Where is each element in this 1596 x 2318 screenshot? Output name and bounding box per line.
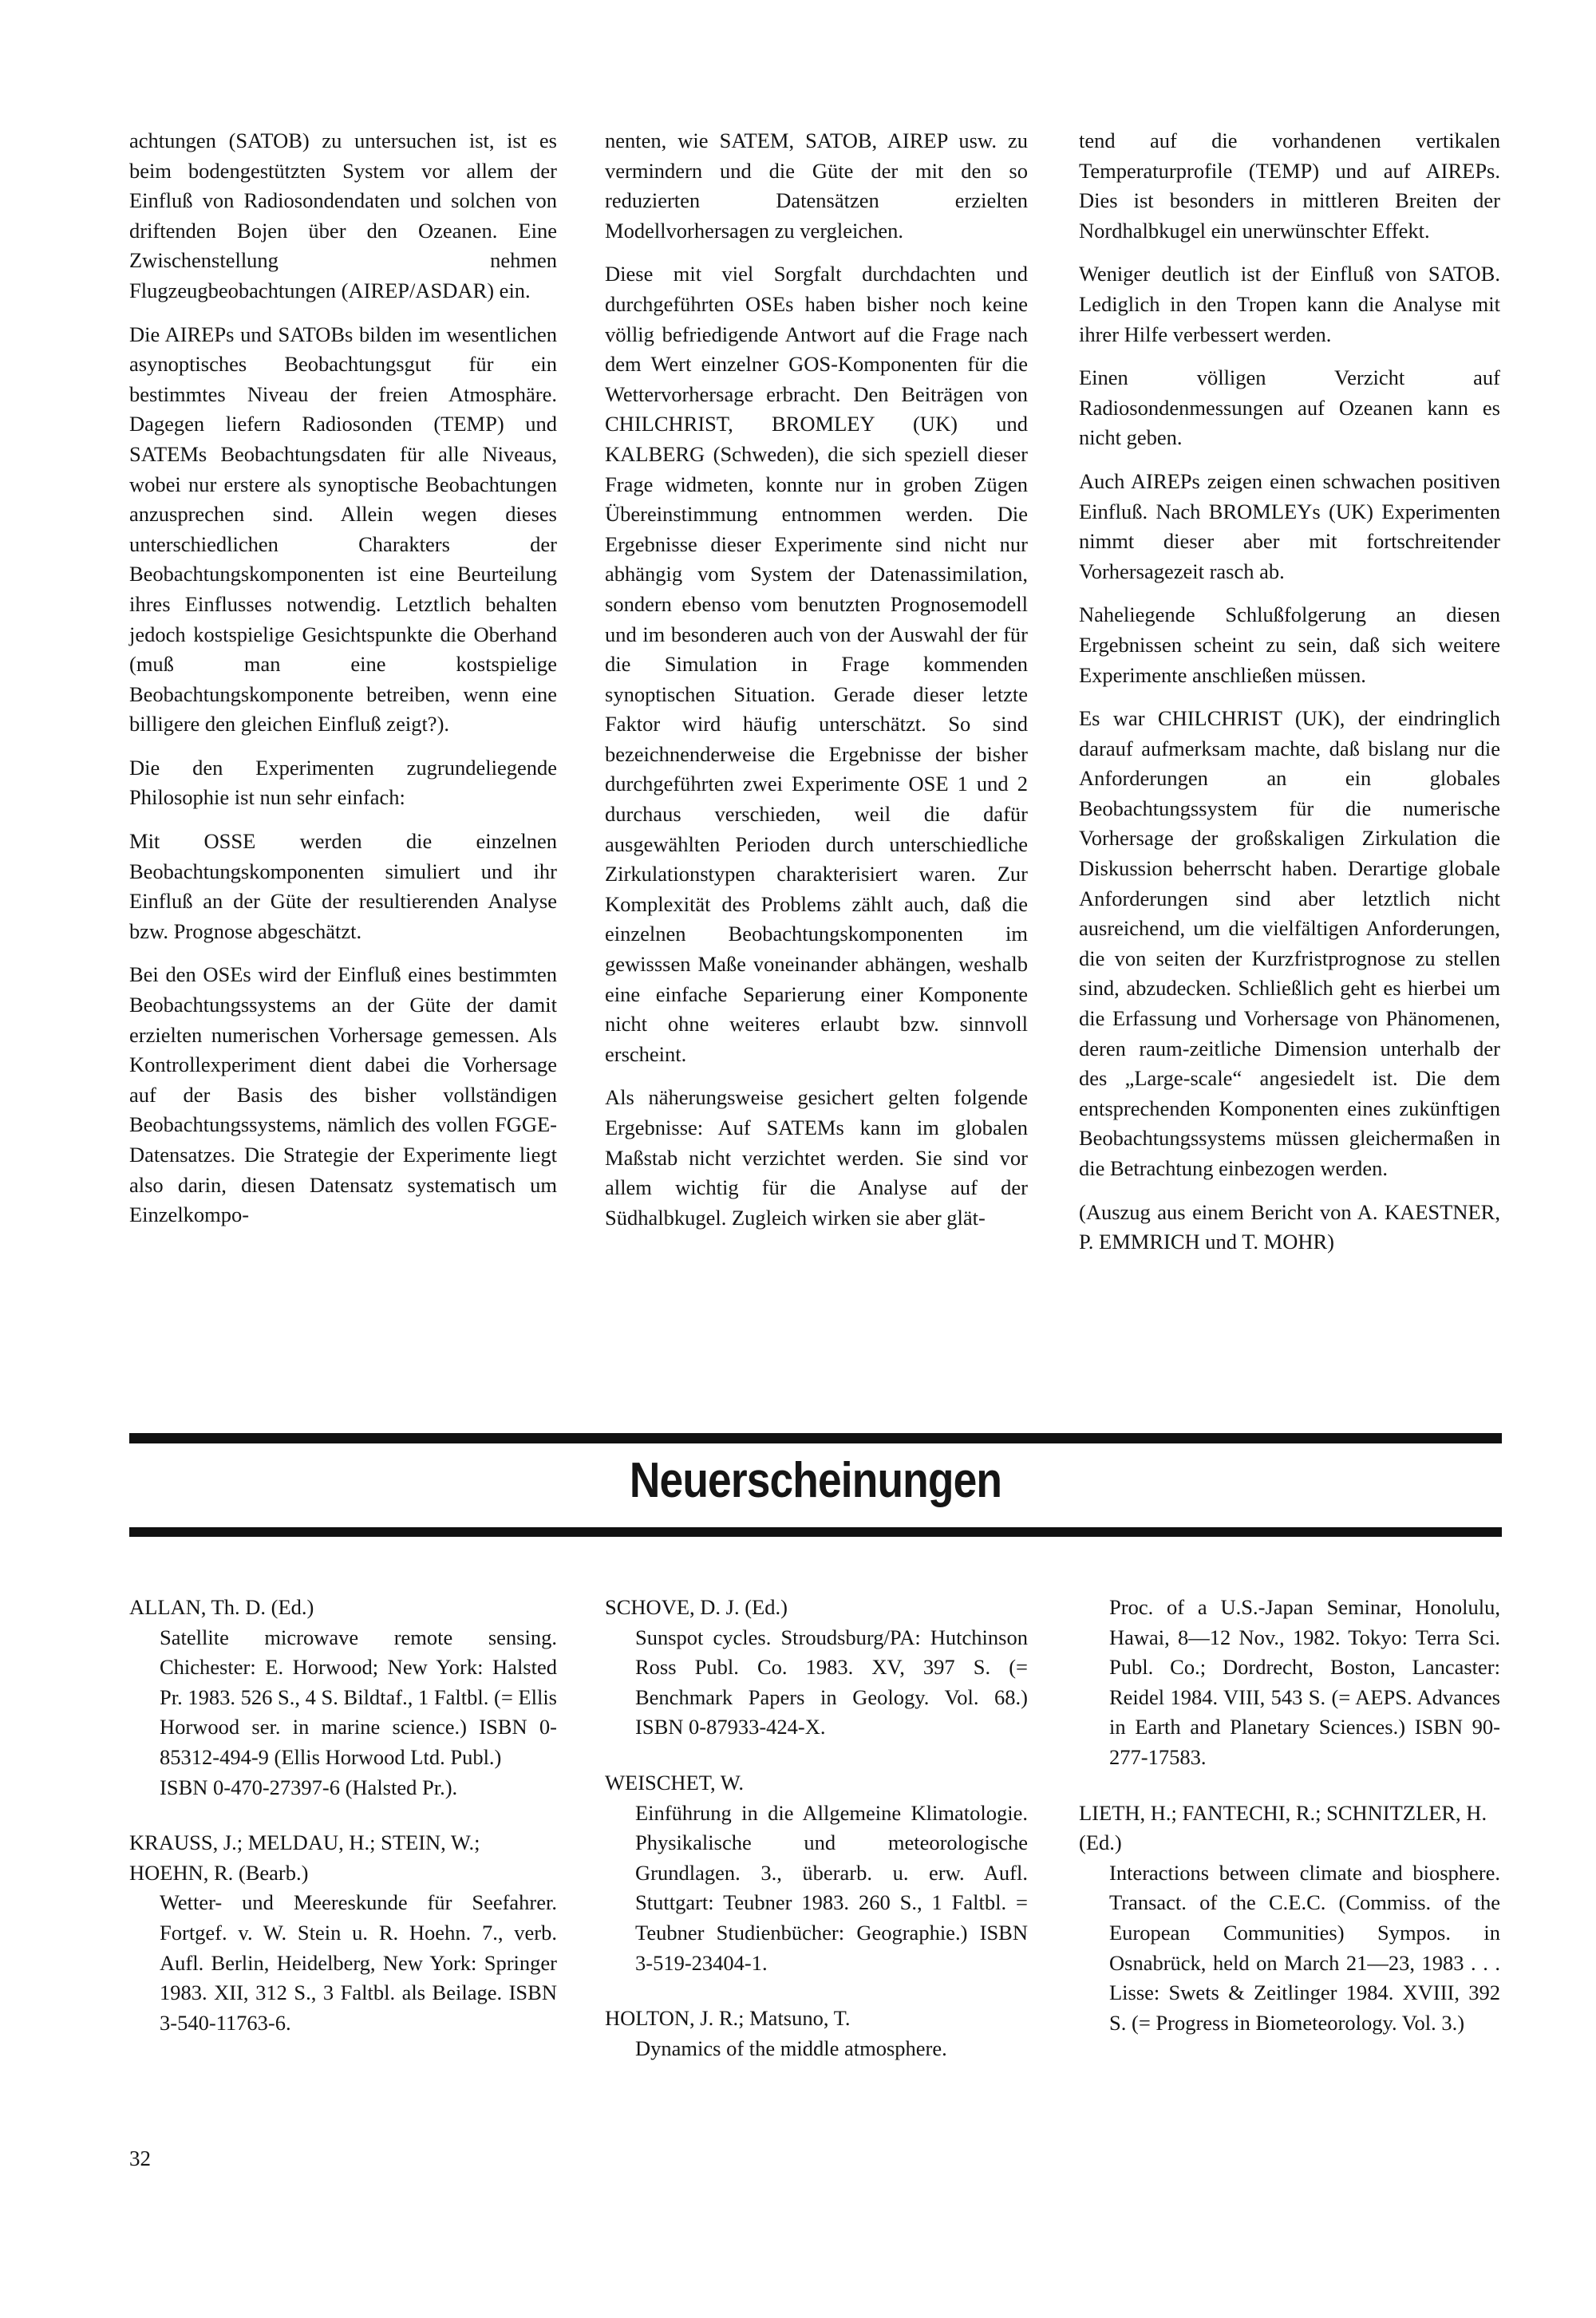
bib-entry xyxy=(605,1768,1028,1978)
page-number: 32 xyxy=(129,2146,151,2170)
divider-rule-top xyxy=(129,1433,1502,1443)
bib-author: WEISCHET, W. xyxy=(605,1770,744,1795)
bibliography-column-1 xyxy=(129,1593,557,2063)
article-column-3 xyxy=(1079,126,1500,1271)
bib-entry-continued xyxy=(1079,1593,1500,1773)
paragraph: achtungen (SATOB) zu untersuchen ist, ist es beim bodengestützten System vor allem der Einfluß von Radiosondendaten und solchen von driftenden Bojen über den Ozeanen. Eine Zwischenstellung nehmen Flugzeugbeobachtungen (AIREP/ASDAR) ein. xyxy=(129,128,557,302)
bib-reference: Sunspot cycles. Stroudsburg/PA: Hutchinson Ross Publ. Co. 1983. XV, 397 S. (= Benchmark Papers in Geology. Vol. 68.) ISBN 0-87933-424-X. xyxy=(635,1625,1028,1739)
bib-entry xyxy=(605,1593,1028,1743)
bib-author: ALLAN, Th. D. (Ed.) xyxy=(129,1595,314,1619)
article-column-2 xyxy=(605,126,1028,1246)
paragraph: Es war CHILCHRIST (UK), der eindringlich darauf aufmerksam machte, daß bislang nur die Anforderungen an ein globales Beobachtungssystem für die numerische Vorhersage der großskaligen Zirkulation die Diskussion beherrscht haben. Derartige globale Anforderungen sind aber letztlich nicht ausreichend, um die vielfältigen Anforderungen, die von seiten der Kurzfristprognose zu stellen sind, abzudecken. Schließlich geht es hierbei um die Erfassung und Vorhersage von Phänomenen, deren raum-zeitliche Dimension unterhalb der des „Large-scale“ angesiedelt ist. Die dem entsprechenden Komponenten eines zukünftigen Beobachtungssystems müssen gleichermaßen in die Betrachtung einbezogen werden. xyxy=(1079,706,1500,1180)
bib-author: SCHOVE, D. J. (Ed.) xyxy=(605,1595,788,1619)
article-attribution: (Auszug aus einem Bericht von A. KAESTNER, P. EMMRICH und T. MOHR) xyxy=(1079,1199,1500,1254)
bib-reference: Satellite microwave remote sensing. Chichester: E. Horwood; New York: Halsted Pr. 1983. 526 S., 4 S. Bildtaf., 1 Faltbl. (= Ellis Horwood ser. in marine science.) ISBN 0-85312-494-9 (Ellis Horwood Ltd. Publ.) xyxy=(160,1625,557,1769)
bib-entry xyxy=(129,1593,557,1803)
bib-author: KRAUSS, J.; MELDAU, H.; STEIN, W.; HOEHN, R. (Bearb.) xyxy=(129,1830,480,1885)
paragraph: tend auf die vorhandenen vertikalen Temperaturprofile (TEMP) und auf AIREPs. Dies ist besonders in mittleren Breiten der Nordhalbkugel ein unerwünschter Effekt. xyxy=(1079,128,1500,243)
divider-rule-bottom xyxy=(129,1527,1502,1537)
bibliography-column-2 xyxy=(605,1593,1028,2089)
section-heading: Neuerscheinungen xyxy=(629,1453,1002,1508)
paragraph: Als näherungsweise gesichert gelten folgende Ergebnisse: Auf SATEMs kann im globalen Maßstab nicht verzichtet werden. Sie sind vor allem wichtig für die Analyse auf der Südhalbkugel. Zugleich wirken sie aber glät- xyxy=(605,1085,1028,1230)
article-column-1 xyxy=(129,126,557,1244)
bib-entry xyxy=(129,1828,557,2038)
paragraph: Weniger deutlich ist der Einfluß von SATOB. Lediglich in den Tropen kann die Analyse mit ihrer Hilfe verbessert werden. xyxy=(1079,262,1500,346)
bib-reference: Proc. of a U.S.-Japan Seminar, Honolulu, Hawai, 8—12 Nov., 1982. Tokyo: Terra Sci. Publ. Co.; Dordrecht, Boston, Lancaster: Reidel 1984. VIII, 543 S. (= AEPS. Advances in Earth and Planetary Sciences.) ISBN 90-277-17583. xyxy=(1109,1595,1500,1769)
bibliography-column-3 xyxy=(1079,1593,1500,2063)
bib-author: LIETH, H.; FANTECHI, R.; SCHNITZLER, H. (Ed.) xyxy=(1079,1800,1487,1855)
paragraph: Die AIREPs und SATOBs bilden im wesentlichen asynoptisches Beobachtungsgut für ein bestimmtes Niveau der freien Atmosphäre. Dagegen liefern Radiosonden (TEMP) und SATEMs Beobachtungsdaten für alle Niveaus, wobei nur erstere als synoptische Beobachtungen anzusprechen sind. Allein wegen dieses unterschiedlichen Charakters der Beobachtungskomponenten ist eine Beurteilung ihres Einflusses notwendig. Letztlich behalten jedoch kostspielige Gesichtspunkte die Oberhand (muß man eine kostspielige Beobachtungskomponente betreiben, wenn eine billigere den gleichen Einfluß zeigt?). xyxy=(129,322,557,736)
bib-entry xyxy=(605,2004,1028,2063)
paragraph: Auch AIREPs zeigen einen schwachen positiven Einfluß. Nach BROMLEYs (UK) Experimenten nimmt dieser aber mit fortschreitender Vorhersagezeit rasch ab. xyxy=(1079,468,1500,583)
bib-reference: Wetter- und Meereskunde für Seefahrer. Fortgef. v. W. Stein u. R. Hoehn. 7., verb. Aufl. Berlin, Heidelberg, New York: Springer 1983. XII, 312 S., 3 Faltbl. als Beilage. ISBN 3-540-11763-6. xyxy=(160,1890,557,2035)
bib-reference: Dynamics of the middle atmosphere. xyxy=(635,2036,947,2060)
paragraph: Naheliegende Schlußfolgerung an diesen Ergebnissen scheint zu sein, daß sich weitere Experimente anschließen müssen. xyxy=(1079,602,1500,687)
paragraph: Die den Experimenten zugrundeliegende Philosophie ist nun sehr einfach: xyxy=(129,755,557,810)
paragraph: Bei den OSEs wird der Einfluß eines bestimmten Beobachtungssystems an der Güte der damit erzielten numerischen Vorhersage gemessen. Als Kontrollexperiment dient dabei die Vorhersage auf der Basis des bisher vollständigen Beobachtungssystems, nämlich des vollen FGGE-Datensatzes. Die Strategie der Experimente liegt also darin, diesen Datensatz systematisch um Einzelkompo- xyxy=(129,962,557,1227)
bib-reference: Einführung in die Allgemeine Klimatologie. Physikalische und meteorologische Grundlagen. 3., überarb. u. erw. Aufl. Stuttgart: Teubner 1983. 260 S., 1 Faltbl. = Teubner Studienbücher: Geographie.) ISBN 3-519-23404-1. xyxy=(635,1800,1028,1975)
paragraph: Diese mit viel Sorgfalt durchdachten und durchgeführten OSEs haben bisher noch keine völlig befriedigende Antwort auf die Frage nach dem Wert einzelner GOS-Komponenten für die Wettervorhersage erbracht. Den Beiträgen von CHILCHRIST, BROMLEY (UK) und KALBERG (Schweden), die sich speziell dieser Frage widmeten, konnte nur in groben Zügen Übereinstimmung entnommen werden. Die Ergebnisse dieser Experimente sind nicht nur abhängig vom System der Datenassimilation, sondern ebenso vom benutzten Prognosemodell und im besonderen auch von der Auswahl der für die Simulation in Frage kommenden synoptischen Situation. Gerade dieser letzte Faktor wird häufig unterschätzt. So sind bezeichnenderweise die Ergebnisse der bisher durchgeführten zwei Experimente OSE 1 und 2 durchaus verschieden, weil die dafür ausgewählten Perioden durch unterschiedliche Zirkulationstypen charakterisiert waren. Zur Komplexität des Problems zählt auch, daß die einzelnen Beobachtungskomponenten im gewisssen Maße voneinander abhängen, weshalb eine einfache Separierung einer Komponente nicht ohne weiteres erlaubt bzw. sinnvoll erscheint. xyxy=(605,262,1028,1066)
paragraph: nenten, wie SATEM, SATOB, AIREP usw. zu vermindern und die Güte der mit den so reduzierten Datensätzen erzielten Modellvorhersagen zu vergleichen. xyxy=(605,128,1028,243)
paragraph: Mit OSSE werden die einzelnen Beobachtungskomponenten simuliert und ihr Einfluß an der Güte der resultierenden Analyse bzw. Prognose abgeschätzt. xyxy=(129,829,557,943)
bib-entry xyxy=(1079,1799,1500,2039)
bib-author: HOLTON, J. R.; Matsuno, T. xyxy=(605,2006,851,2031)
paragraph: Einen völligen Verzicht auf Radiosondenmessungen auf Ozeanen kann es nicht geben. xyxy=(1079,365,1500,450)
bib-reference: Interactions between climate and biosphere. Transact. of the C.E.C. (Commiss. of the European Communities) Sympos. in Osnabrück, held on March 21—23, 1983 . . . Lisse: Swets & Zeitlinger 1984. XVIII, 392 S. (= Progress in Biometeorology. Vol. 3.) xyxy=(1109,1860,1500,2035)
bib-reference-isbn: ISBN 0-470-27397-6 (Halsted Pr.). xyxy=(160,1775,458,1799)
